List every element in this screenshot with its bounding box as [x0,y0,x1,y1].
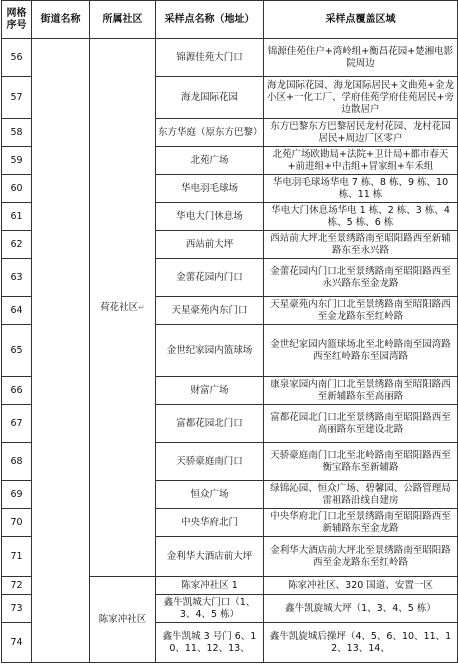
area-cell: 中央华府北门口北至景绣路南至昭阳路西至新辅路东至金龙路 [264,509,458,537]
area-cell: 金利华大酒店前大坪北至景绣路南至昭阳路西至金龙路东至红岭路 [264,537,458,577]
site-cell: 北苑广场 [156,147,264,175]
sampling-table [1,0,458,663]
header-grid-no: 网格序号 [2,1,32,39]
area-cell: 富都花园北门口北至景绣路南至昭阳路西至高丽路东至建设北路 [264,405,458,443]
site-cell: 金蕾花园内门口 [156,259,264,297]
site-cell: 富都花园北门口 [156,405,264,443]
site-cell: 天骄豪庭南门口 [156,443,264,481]
grid-no-cell: 64 [2,297,32,325]
area-cell: 东方巴黎东方巴黎居民龙村花园、龙村花园居民+周边厂区零户 [264,119,458,147]
site-cell: 金世纪家园内篮球场 [156,325,264,377]
grid-no-cell: 65 [2,325,32,377]
grid-no-cell: 74 [2,623,32,663]
site-cell: 金利华大酒店前大坪 [156,537,264,577]
grid-no-cell: 67 [2,405,32,443]
area-cell: 锦源佳苑住户+湾岭组+衡昌花园+楚湘电影院周边 [264,39,458,77]
grid-no-cell: 70 [2,509,32,537]
community-name: 荷花社区 [100,301,139,313]
grid-no-cell: 63 [2,259,32,297]
grid-no-cell: 72 [2,577,32,595]
community-cell: 陈家冲社区 [90,577,156,663]
grid-no-cell: 68 [2,443,32,481]
site-cell: 中央华府北门 [156,509,264,537]
site-cell: 华电羽毛球场 [156,175,264,203]
grid-no-cell: 66 [2,377,32,405]
site-cell: 天星豪苑内东门口 [156,297,264,325]
grid-no-cell: 58 [2,119,32,147]
area-cell: 西站前大坪北至景绣路南至昭阳路西至新辅路东至永兴路 [264,231,458,259]
grid-no-cell: 56 [2,39,32,77]
area-cell: 鑫牛凯旋城后操坪（4、5、6、10、11、12、13、14、 [264,623,458,663]
grid-no-cell: 62 [2,231,32,259]
header-area: 采样点覆盖区域 [264,1,458,39]
header-community: 所属社区 [90,1,156,39]
site-cell: 东方华庭（原东方巴黎） [156,119,264,147]
area-cell: 绿锦沁园、恒众广场、碧馨园、公路管理局雷祖路沿线自建房 [264,481,458,509]
site-cell: 锦源佳苑大门口 [156,39,264,77]
return-mark: ↵ [138,302,145,312]
area-cell: 鑫牛凯旋城大坪（1、3、4、5 栋） [264,595,458,623]
header-row [2,1,458,39]
area-cell: 华电大门休息场华电 1 栋、2 栋、3 栋、4 栋、5 栋、6 栋 [264,203,458,231]
area-cell: 华电羽毛球场华电 7 栋、8 栋、9 栋、10 栋、11 栋 [264,175,458,203]
area-cell: 金世纪家园内篮球场北至北岭路南至园湾路西至红岭路东至园湾路 [264,325,458,377]
grid-no-cell: 73 [2,595,32,623]
grid-no-cell: 57 [2,77,32,119]
grid-no-cell: 61 [2,203,32,231]
site-cell: 财富广场 [156,377,264,405]
street-cell [32,39,90,663]
area-cell: 天星豪苑内东门口北至景绣路南至昭阳路西至金龙路东至红岭路 [264,297,458,325]
site-cell: 陈家冲社区 1 [156,577,264,595]
site-cell: 恒众广场 [156,481,264,509]
area-cell: 北苑广场欧勘局+法院+卫计局+都市春天+前进组+中击组+冒家组+车禾组 [264,147,458,175]
grid-no-cell: 59 [2,147,32,175]
header-street: 街道名称 [32,1,90,39]
site-cell: 西站前大坪 [156,231,264,259]
area-cell: 陈家冲社区、320 国道、安置一区 [264,577,458,595]
area-cell: 海龙国际花园、海龙国际居民+文曲苑+金龙小区+一化工厂、学府佳苑学府佳苑居民+旁边散居户 [264,77,458,119]
area-cell: 金蕾花园内门口北至景绣路南至昭阳路西至永兴路东至金龙路 [264,259,458,297]
header-site: 采样点名称（地址） [156,1,264,39]
site-cell: 鑫牛凯城大门口（1、3、4、5 栋） [156,595,264,623]
table-row [2,39,458,77]
grid-no-cell: 60 [2,175,32,203]
area-cell: 天骄豪庭南门口北至北岭路南至昭阳路西至衡宝路东至新辅路 [264,443,458,481]
site-cell: 鑫牛凯城 3 号门 6、10、11、12、13、 [156,623,264,663]
area-cell: 康泉家园内南门口北至景绣路南至昭阳路西至新辅路东至高丽路 [264,377,458,405]
grid-no-cell: 69 [2,481,32,509]
site-cell: 海龙国际花园 [156,77,264,119]
grid-no-cell: 71 [2,537,32,577]
community-cell [90,39,156,577]
site-cell: 华电大门休息场 [156,203,264,231]
